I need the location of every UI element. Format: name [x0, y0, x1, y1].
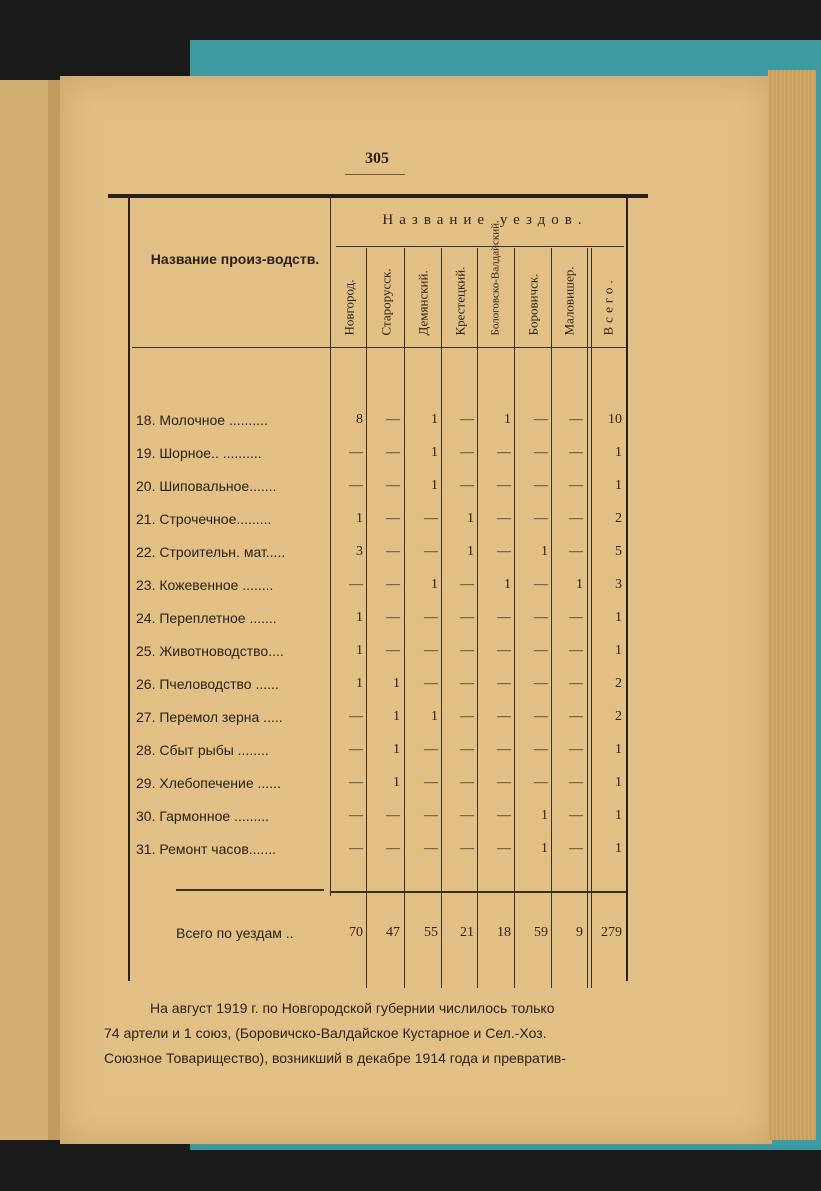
table-cell: —: [424, 544, 438, 559]
table-cell: —: [424, 643, 438, 658]
table-cell: 1: [393, 775, 400, 790]
col-divider: [477, 248, 478, 988]
footer-line-1: На август 1919 г. по Новгородской губернии числилось только: [150, 1000, 555, 1016]
table-cell: —: [386, 577, 400, 592]
table-cell: —: [497, 742, 511, 757]
table-cell: 1: [356, 610, 363, 625]
table-cell: 1: [393, 709, 400, 724]
row-label: 31. Ремонт часов.......: [136, 841, 276, 857]
table-cell: —: [569, 643, 583, 658]
table-cell: —: [569, 808, 583, 823]
row-label: 21. Строчечное.........: [136, 511, 272, 527]
table-cell: 1: [615, 808, 622, 823]
table-cell: —: [534, 478, 548, 493]
col-divider: [514, 248, 515, 988]
row-label: 24. Переплетное .......: [136, 610, 277, 626]
table-cell: —: [349, 577, 363, 592]
table-cell: 8: [356, 412, 363, 427]
table-cell: —: [386, 412, 400, 427]
table-cell: —: [424, 742, 438, 757]
table-cell: —: [386, 610, 400, 625]
table-cell: 1: [356, 676, 363, 691]
col-divider: [404, 248, 405, 988]
table-cell: —: [349, 709, 363, 724]
row-label: 22. Строительн. мат.....: [136, 544, 286, 560]
table-cell: —: [534, 775, 548, 790]
col-divider: [441, 248, 442, 988]
row-label: 18. Молочное ..........: [136, 412, 268, 428]
total-cell: 9: [576, 925, 583, 940]
total-cell: 279: [601, 925, 622, 940]
table-cell: —: [386, 643, 400, 658]
col-header-label: Всего.: [600, 276, 616, 336]
district-header-rule: [336, 246, 624, 247]
table-cell: —: [497, 511, 511, 526]
table-cell: —: [460, 709, 474, 724]
col-divider: [366, 248, 367, 988]
table-cell: —: [424, 676, 438, 691]
total-rule-left: [176, 889, 324, 891]
table-cell: —: [569, 709, 583, 724]
table-cell: —: [569, 841, 583, 856]
table-cell: 1: [393, 676, 400, 691]
col-header: [515, 248, 551, 346]
col-header: [368, 248, 404, 346]
table-cell: —: [349, 841, 363, 856]
table-cell: —: [534, 445, 548, 460]
row-label: 28. Сбыт рыбы ........: [136, 742, 269, 758]
total-cell: 70: [349, 925, 363, 940]
table-cell: —: [386, 478, 400, 493]
table-cell: 1: [615, 841, 622, 856]
table-cell: —: [460, 775, 474, 790]
table-cell: —: [569, 610, 583, 625]
table-cell: —: [460, 445, 474, 460]
col-header-label: Новгород.: [341, 279, 357, 336]
table-cell: —: [497, 775, 511, 790]
table-cell: 2: [615, 709, 622, 724]
table-cell: 1: [356, 511, 363, 526]
table-cell: 1: [431, 445, 438, 460]
table-cell: —: [424, 775, 438, 790]
table-cell: —: [497, 808, 511, 823]
table-cell: —: [424, 841, 438, 856]
footer-line-3: Союзное Товарищество), возникший в декабре 1914 года и превратив-: [104, 1050, 566, 1066]
table-cell: —: [460, 412, 474, 427]
table-cell: —: [424, 511, 438, 526]
table-cell: 1: [504, 412, 511, 427]
table-cell: —: [497, 478, 511, 493]
table-cell: 1: [541, 808, 548, 823]
table-cell: —: [349, 478, 363, 493]
table-cell: —: [497, 841, 511, 856]
total-cell: 21: [460, 925, 474, 940]
table-cell: —: [534, 610, 548, 625]
table-cell: —: [497, 676, 511, 691]
table-cell: —: [534, 412, 548, 427]
table-cell: —: [534, 676, 548, 691]
col-divider: [591, 248, 592, 988]
table-cell: 3: [615, 577, 622, 592]
col-divider: [587, 248, 588, 988]
table-cell: —: [386, 808, 400, 823]
table-cell: 1: [615, 742, 622, 757]
table-cell: 2: [615, 676, 622, 691]
col-header-label: Старорусск.: [378, 268, 394, 336]
table-cell: —: [497, 610, 511, 625]
col-header: [405, 248, 441, 346]
table-cell: 1: [356, 643, 363, 658]
row-label: 26. Пчеловодство ......: [136, 676, 279, 692]
row-label: 27. Перемол зерна .....: [136, 709, 283, 725]
table-cell: —: [569, 412, 583, 427]
total-label: Всего по уездам ..: [176, 925, 294, 941]
col-header-label: Боровичск.: [525, 273, 541, 336]
table-cell: —: [386, 544, 400, 559]
table-cell: —: [569, 445, 583, 460]
table-cell: —: [569, 544, 583, 559]
table-cell: 10: [608, 412, 622, 427]
table-cell: —: [534, 511, 548, 526]
table-cell: 3: [356, 544, 363, 559]
table-cell: —: [349, 445, 363, 460]
row-label: 25. Животноводство....: [136, 643, 284, 659]
product-header: Название произ-водств.: [150, 251, 320, 267]
col-header: [331, 248, 367, 346]
table-top-rule: [108, 194, 648, 198]
col-header: [551, 248, 587, 346]
table-cell: —: [349, 808, 363, 823]
table-cell: —: [460, 577, 474, 592]
table-cell: 2: [615, 511, 622, 526]
col-header-label: Бологовско-Валдайский.: [489, 220, 502, 336]
col-header: [442, 248, 478, 346]
table-cell: —: [569, 742, 583, 757]
table-cell: 1: [615, 775, 622, 790]
table-left-border: [128, 196, 130, 981]
table-cell: 1: [393, 742, 400, 757]
table-cell: 1: [467, 511, 474, 526]
col-header-label: Маловишер.: [561, 266, 577, 336]
total-cell: 59: [534, 925, 548, 940]
table-cell: 1: [541, 544, 548, 559]
table-cell: —: [386, 445, 400, 460]
page-edges: [768, 70, 816, 1140]
table-cell: 1: [467, 544, 474, 559]
table-cell: 1: [541, 841, 548, 856]
footer-line-2: 74 артели и 1 союз, (Боровичско-Валдайское Кустарное и Сел.-Хоз.: [104, 1025, 547, 1041]
total-cell: 55: [424, 925, 438, 940]
table-cell: —: [424, 610, 438, 625]
table-cell: 1: [431, 478, 438, 493]
table-cell: —: [534, 643, 548, 658]
table-cell: —: [497, 643, 511, 658]
table-cell: 1: [615, 478, 622, 493]
col-header-label: Крестецкий.: [452, 266, 468, 336]
table-cell: —: [460, 610, 474, 625]
total-rule-right: [330, 891, 626, 893]
table-cell: —: [497, 544, 511, 559]
table-cell: —: [534, 709, 548, 724]
page-number: 305: [365, 150, 389, 167]
row-label: 29. Хлебопечение ......: [136, 775, 281, 791]
table-right-border: [626, 196, 628, 981]
table-cell: —: [460, 643, 474, 658]
table-cell: —: [569, 676, 583, 691]
col-header: [590, 248, 626, 346]
table-cell: —: [497, 445, 511, 460]
table-cell: —: [534, 742, 548, 757]
table-cell: —: [424, 808, 438, 823]
table-cell: 1: [504, 577, 511, 592]
table-cell: 1: [431, 412, 438, 427]
table-cell: —: [349, 742, 363, 757]
row-label: 30. Гармонное .........: [136, 808, 270, 824]
districts-header: Название уездов.: [382, 212, 588, 228]
row-label: 23. Кожевенное ........: [136, 577, 274, 593]
page-number-rule: [345, 174, 405, 175]
table-cell: —: [460, 478, 474, 493]
table-cell: —: [460, 676, 474, 691]
table-cell: 1: [576, 577, 583, 592]
row-label: 19. Шорное.. ..........: [136, 445, 262, 461]
table-cell: —: [497, 709, 511, 724]
table-cell: 1: [431, 709, 438, 724]
row-label: 20. Шиповальное.......: [136, 478, 277, 494]
total-cell: 18: [497, 925, 511, 940]
table-cell: —: [569, 775, 583, 790]
total-cell: 47: [386, 925, 400, 940]
table-cell: —: [460, 841, 474, 856]
table-cell: —: [386, 841, 400, 856]
col-header-label: Демянский.: [415, 270, 431, 336]
table-cell: —: [386, 511, 400, 526]
table-cell: 5: [615, 544, 622, 559]
table-cell: —: [460, 742, 474, 757]
table-cell: —: [349, 775, 363, 790]
col-divider: [551, 248, 552, 988]
table-cell: —: [569, 511, 583, 526]
table-cell: 1: [615, 643, 622, 658]
col-header: [478, 220, 514, 346]
table-cell: —: [569, 478, 583, 493]
table-cell: 1: [615, 610, 622, 625]
table-cell: 1: [615, 445, 622, 460]
table-cell: 1: [431, 577, 438, 592]
table-cell: —: [460, 808, 474, 823]
table-cell: —: [534, 577, 548, 592]
